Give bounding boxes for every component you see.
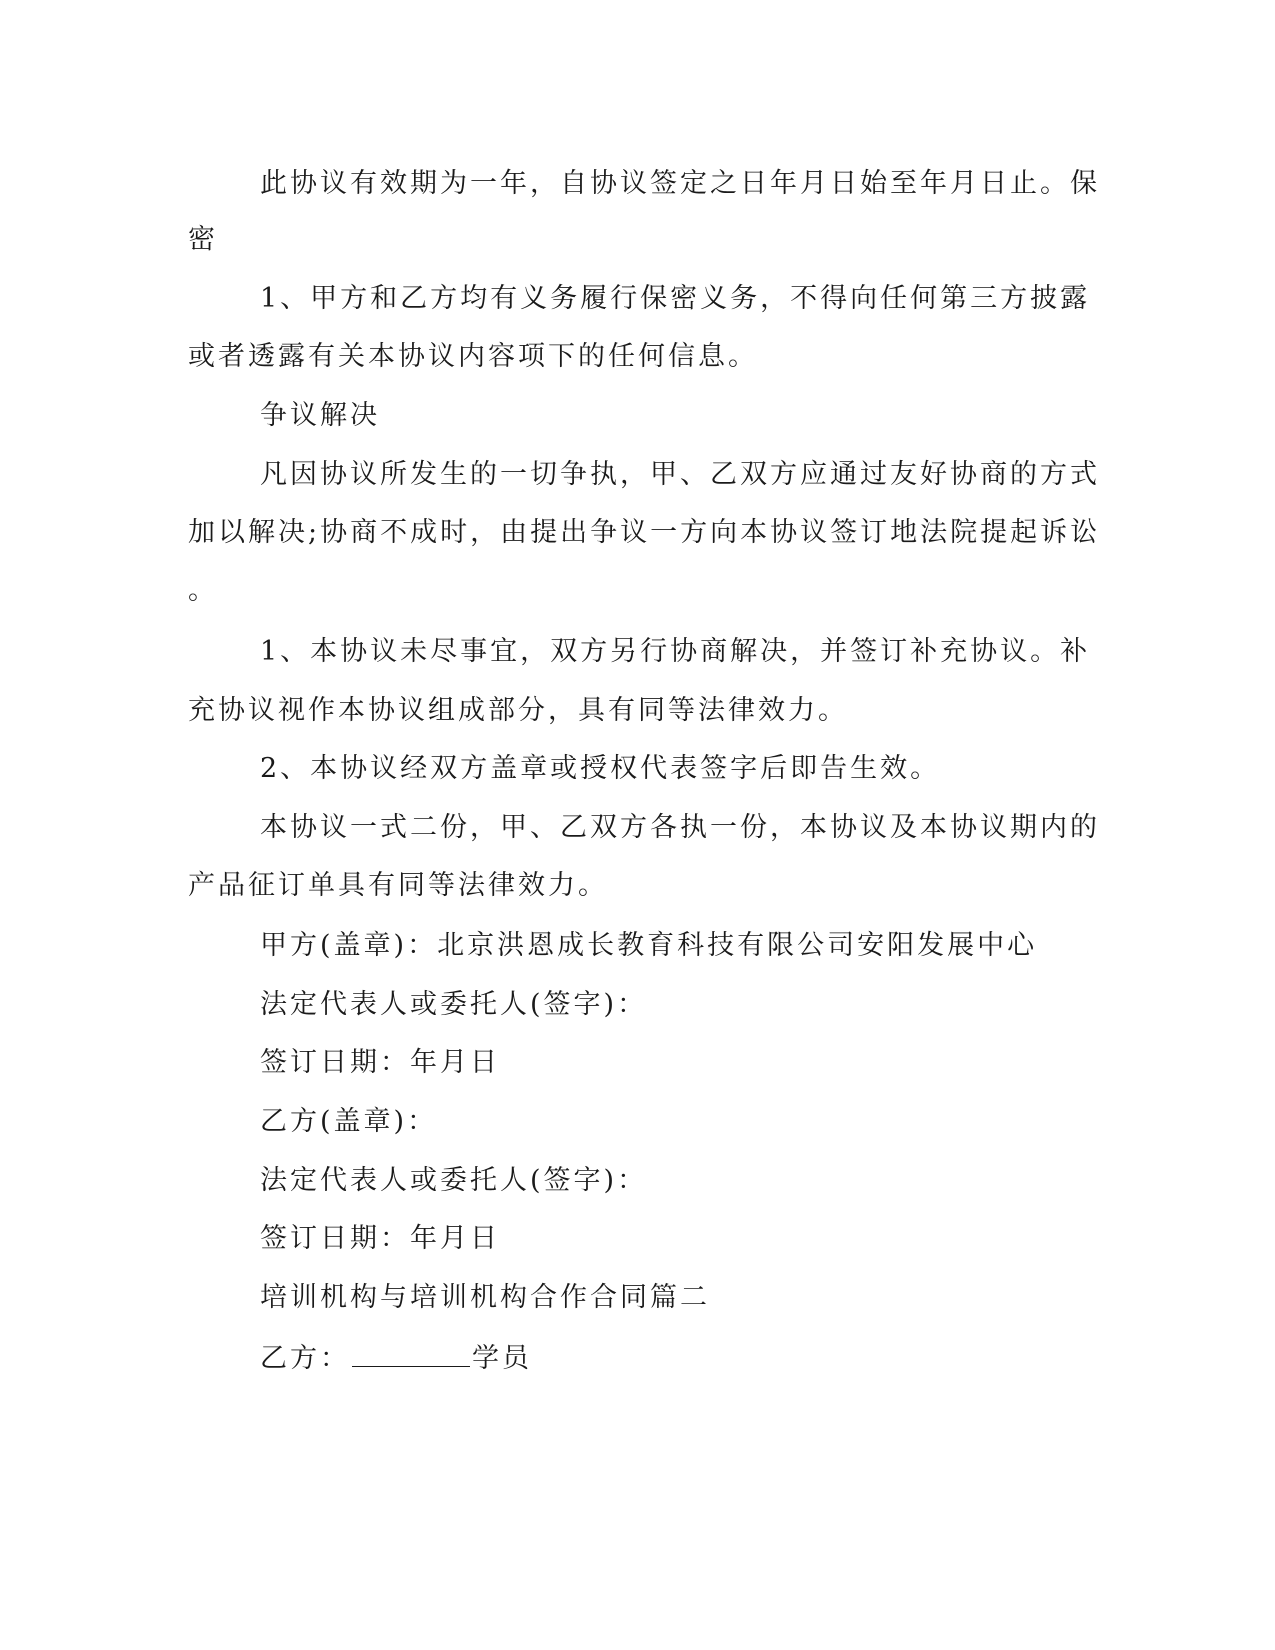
dispute-clause-line-3: 。 <box>188 575 218 606</box>
party-b-representative: 法定代表人或委托人(签字)： <box>260 1165 648 1196</box>
party-a-representative: 法定代表人或委托人(签字)： <box>260 989 648 1020</box>
party-b-label: 乙方： <box>260 1343 350 1374</box>
student-label: 学员 <box>472 1343 532 1374</box>
student-name-blank <box>352 1340 470 1367</box>
dispute-clause-line-1: 凡因协议所发生的一切争执，甲、乙双方应通过友好协商的方式 <box>260 459 1100 490</box>
paragraph-validity-line-1: 此协议有效期为一年，自协议签定之日年月日始至年月日止。保 <box>260 168 1100 199</box>
copies-clause-line-1: 本协议一式二份，甲、乙双方各执一份，本协议及本协议期内的 <box>260 812 1100 843</box>
party-b-student-line <box>260 1340 532 1376</box>
party-b-sign-date: 签订日期：年月日 <box>260 1223 500 1254</box>
supplement-clause-line-2: 充协议视作本协议组成部分，具有同等法律效力。 <box>188 695 848 726</box>
party-b-seal: 乙方(盖章)： <box>260 1106 438 1137</box>
section-heading-dispute: 争议解决 <box>260 400 380 431</box>
dispute-clause-line-2: 加以解决;协商不成时，由提出争议一方向本协议签订地法院提起诉讼 <box>188 517 1101 548</box>
party-a-sign-date: 签订日期：年月日 <box>260 1047 500 1078</box>
copies-clause-line-2: 产品征订单具有同等法律效力。 <box>188 870 608 901</box>
party-a-seal: 甲方(盖章)：北京洪恩成长教育科技有限公司安阳发展中心 <box>260 930 1038 961</box>
section-title-contract-2: 培训机构与培训机构合作合同篇二 <box>260 1282 710 1313</box>
supplement-clause-line-1: 1、本协议未尽事宜，双方另行协商解决，并签订补充协议。补 <box>260 636 1091 667</box>
paragraph-validity-line-2: 密 <box>188 224 218 255</box>
confidentiality-clause-line-2: 或者透露有关本协议内容项下的任何信息。 <box>188 341 758 372</box>
effective-clause: 2、本协议经双方盖章或授权代表签字后即告生效。 <box>260 753 941 784</box>
confidentiality-clause-line-1: 1、甲方和乙方均有义务履行保密义务，不得向任何第三方披露 <box>260 283 1091 314</box>
